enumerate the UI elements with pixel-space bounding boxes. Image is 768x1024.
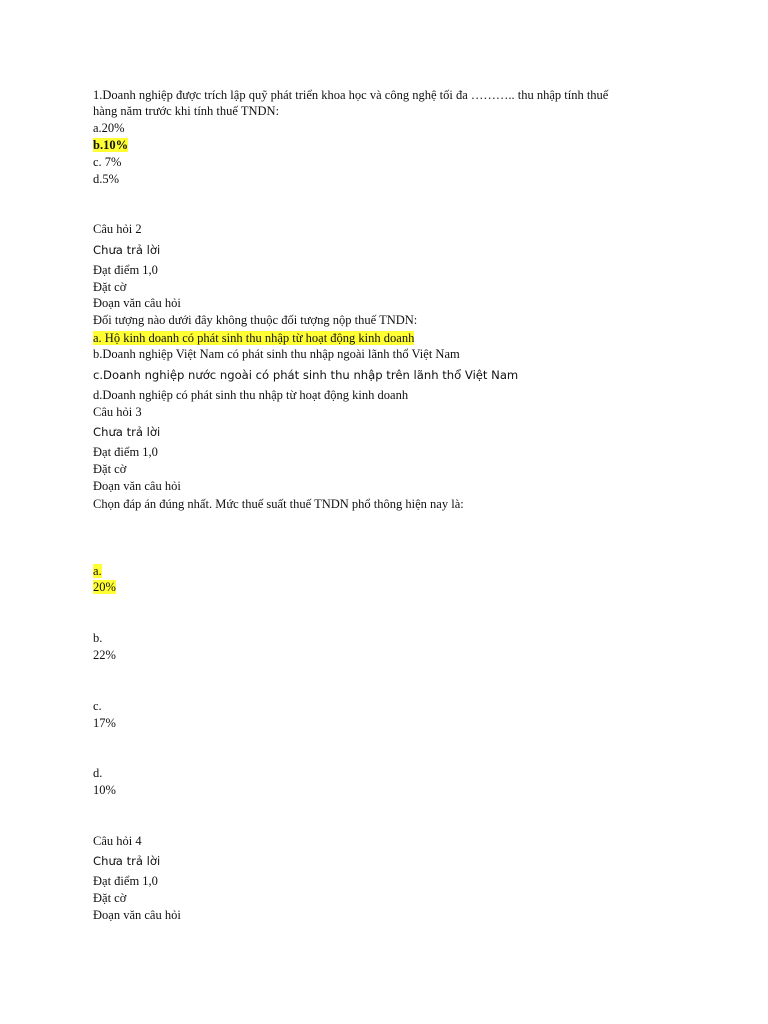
q2-option-c: c.Doanh nghiệp nước ngoài có phát sinh thu nhập trên lãnh thổ Việt Nam — [93, 368, 519, 382]
q4-text-label: Đoạn văn câu hỏi — [93, 908, 181, 922]
q4-status: Chưa trả lời — [93, 854, 161, 868]
q4-score: Đạt điểm 1,0 — [93, 874, 158, 888]
q2-option-a-correct: a. Hộ kinh doanh có phát sinh thu nhập từ hoạt động kinh doanh — [93, 331, 415, 345]
q2-text-label: Đoạn văn câu hỏi — [93, 296, 181, 310]
q3-option-a-value: 20% — [93, 580, 116, 594]
q3-option-a-letter: a. — [93, 564, 102, 578]
q3-status: Chưa trả lời — [93, 425, 161, 439]
q1-text-line1: 1.Doanh nghiệp được trích lập quỹ phát triển khoa học và công nghệ tối đa ……….. thu nhập tính thuế — [93, 88, 609, 102]
q2-option-b: b.Doanh nghiệp Việt Nam có phát sinh thu nhập ngoài lãnh thổ Việt Nam — [93, 347, 460, 361]
q3-option-c-letter: c. — [93, 699, 102, 713]
q1-option-a: a.20% — [93, 121, 125, 135]
q3-prompt: Chọn đáp án đúng nhất. Mức thuế suất thuế TNDN phổ thông hiện nay là: — [93, 497, 464, 511]
q3-option-d-letter: d. — [93, 766, 103, 780]
q3-option-c-value: 17% — [93, 716, 116, 730]
q2-score: Đạt điểm 1,0 — [93, 263, 158, 277]
q1-option-d: d.5% — [93, 172, 120, 186]
q3-heading: Câu hỏi 3 — [93, 405, 142, 419]
q3-flag: Đặt cờ — [93, 462, 127, 476]
q3-score: Đạt điểm 1,0 — [93, 445, 158, 459]
q2-status: Chưa trả lời — [93, 243, 161, 257]
q4-flag: Đặt cờ — [93, 891, 127, 905]
q3-option-b-value: 22% — [93, 648, 116, 662]
q3-option-d-value: 10% — [93, 783, 116, 797]
q2-flag: Đặt cờ — [93, 280, 127, 294]
q1-option-b-correct: b.10% — [93, 138, 129, 152]
q3-option-b-letter: b. — [93, 631, 103, 645]
q2-option-d: d.Doanh nghiệp có phát sinh thu nhập từ hoạt động kinh doanh — [93, 388, 409, 402]
q3-text-label: Đoạn văn câu hỏi — [93, 479, 181, 493]
q1-text-line2: hàng năm trước khi tính thuế TNDN: — [93, 104, 280, 118]
q4-heading: Câu hỏi 4 — [93, 834, 142, 848]
q2-heading: Câu hỏi 2 — [93, 222, 142, 236]
q1-option-c: c. 7% — [93, 155, 122, 169]
q2-prompt: Đối tượng nào dưới đây không thuộc đối tượng nộp thuế TNDN: — [93, 313, 418, 327]
